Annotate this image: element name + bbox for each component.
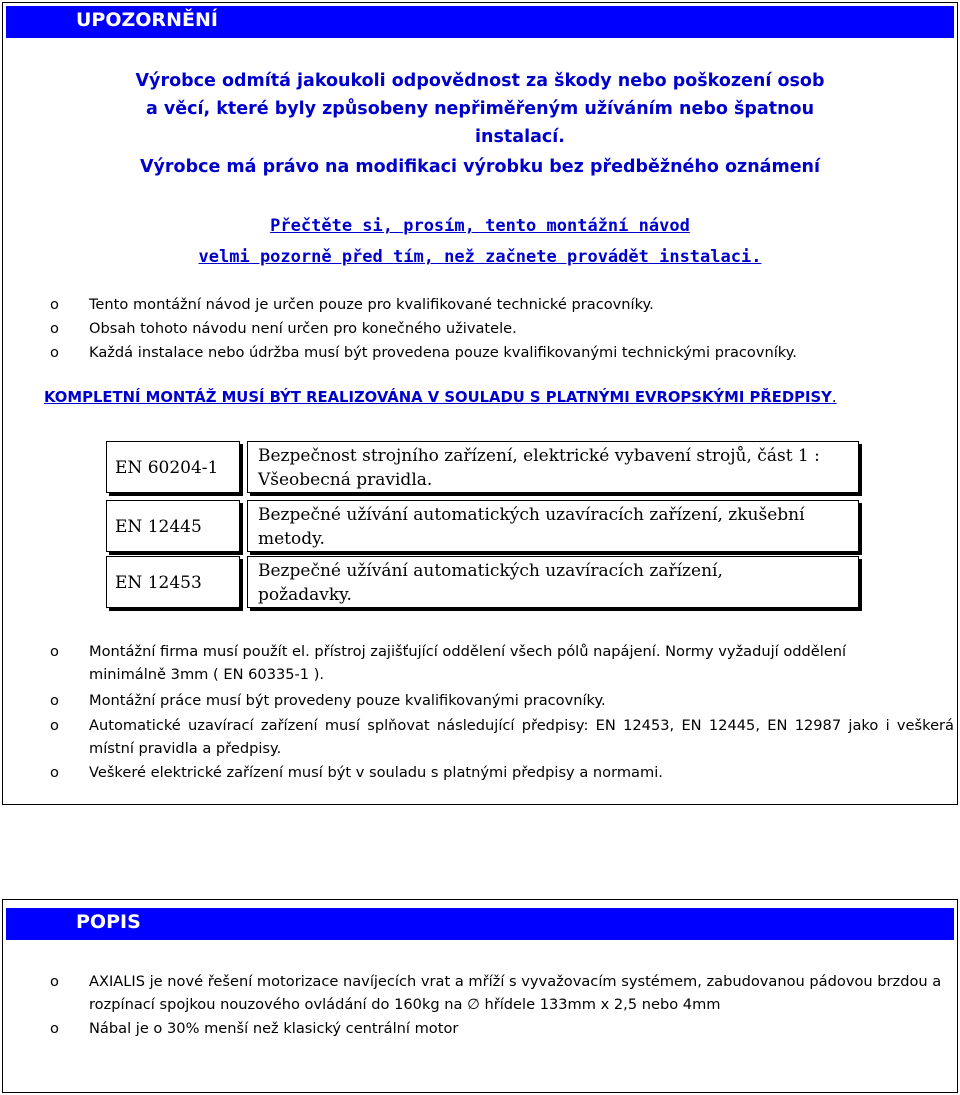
- bullet-icon: o: [50, 692, 59, 709]
- standard-description: Bezpečné užívání automatických uzavíracích zařízení, zkušební metody.: [247, 500, 859, 552]
- warning-section: UPOZORNĚNÍ Výrobce odmítá jakoukoli odpovědnost za škody nebo poškození osob a věcí, které byly způsobeny nepřiměřeným užíváním nebo špatnou instalací. Výrobce má právo na modifikaci výrobku bez předběžného oznámení Přečtěte si, prosím, tento montážní návod velmi pozorně před tím, než začnete provádět instalaci. o Tento montážní návod je určen pouze pro kvalifikované technické pracovníky. o Obsah tohoto návodu není určen pro konečného uživatele. o Každá instalace nebo údržba musí být provedena pouze kvalifikovanými technickými pracovníky. KOMPLETNÍ MONTÁŽ MUSÍ BÝT REALIZOVÁNA V SOULADU S PLATNÝMI EVROPSKÝMI PŘEDPISY. EN 60204-1 Bezpečnost strojního zařízení, elektrické vybavení strojů, část 1 : Všeobecná pravidla. EN 12445 Bezpečné užívání automatických uzavíracích zařízení, zkušební metody. EN 12453 Bezpečné užívání automatických uzavíracích zařízení, požadavky. o Montážní firma musí použít el. přístroj zajišťující oddělení všech pólů napájení. Normy vyžadují oddělení minimálně 3mm ( EN 60335-1 ). o Montážní práce musí být provedeny pouze kvalifikovanými pracovníky. o Automatické uzavírací zařízení musí splňovat následující předpisy: EN 12453, EN 12445, EN 12987 jako i veškerá místní pravidla a předpisy. o Veškeré elektrické zařízení musí být v souladu s platnými předpisy a normami.: [2, 2, 958, 805]
- standard-description: Bezpečné užívání automatických uzavíracích zařízení, požadavky.: [247, 556, 859, 608]
- bullet-icon: o: [50, 1020, 59, 1037]
- bullet-icon: o: [50, 296, 59, 313]
- compliance-notice: KOMPLETNÍ MONTÁŽ MUSÍ BÝT REALIZOVÁNA V SOULADU S PLATNÝMI EVROPSKÝMI PŘEDPISY.: [44, 389, 837, 406]
- warning-line: a věcí, které byly způsobeny nepřiměřeným užíváním nebo špatnou: [145, 99, 815, 119]
- warning-line: Výrobce má právo na modifikaci výrobku bez předběžného oznámení: [139, 157, 821, 177]
- description-section: POPIS o AXIALIS je nové řešení motorizace navíjecích vrat a mříží s vyvažovacím systémem, zabudovanou pádovou brzdou a rozpínací spojkou nouzového ovládání do 160kg na ∅ hřídele 133mm x 2,5 nebo 4mm o Nábal je o 30% menší než klasický centrální motor: [2, 899, 958, 1093]
- warning-heading: UPOZORNĚNÍ: [76, 9, 218, 31]
- standard-code: EN 12453: [106, 556, 240, 608]
- description-heading: POPIS: [76, 911, 141, 933]
- description-heading-bar: [6, 908, 954, 940]
- bullet-icon: o: [50, 717, 59, 734]
- standard-description: Bezpečnost strojního zařízení, elektrické vybavení strojů, část 1 : Všeobecná pravidla.: [247, 441, 859, 493]
- read-instruction-line: velmi pozorně před tím, než začnete provádět instalaci.: [198, 247, 762, 267]
- bullet-icon: o: [50, 344, 59, 361]
- warning-line: Výrobce odmítá jakoukoli odpovědnost za škody nebo poškození osob: [135, 71, 825, 91]
- standard-code: EN 60204-1: [106, 441, 240, 493]
- bullet-icon: o: [50, 320, 59, 337]
- read-instruction-line: Přečtěte si, prosím, tento montážní návod: [270, 216, 690, 236]
- bullet-icon: o: [50, 973, 59, 990]
- standard-code: EN 12445: [106, 500, 240, 552]
- warning-heading-bar: [6, 6, 954, 38]
- bullet-icon: o: [50, 643, 59, 660]
- bullet-icon: o: [50, 764, 59, 781]
- warning-line: instalací.: [475, 127, 565, 147]
